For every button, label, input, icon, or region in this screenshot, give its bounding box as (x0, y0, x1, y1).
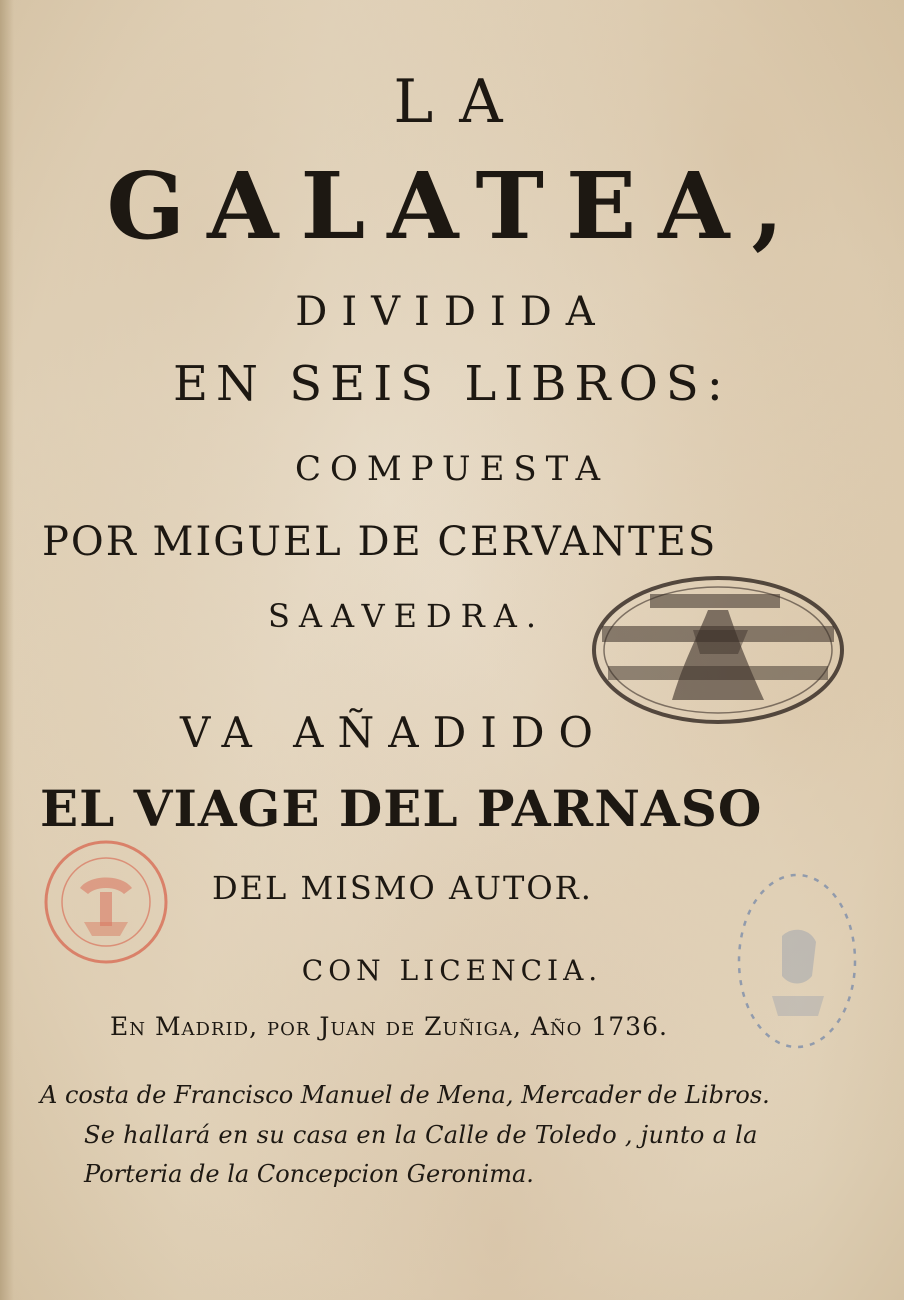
addition-del-mismo-autor: DEL MISMO AUTOR. (212, 869, 593, 907)
subtitle-compuesta: COMPUESTA (294, 449, 610, 489)
title-galatea: GALATEA, (106, 152, 806, 260)
title-la: LA (393, 67, 529, 137)
colophon-line-1: A costa de Francisco Manuel de Mena, Mercader de Libros. (40, 1081, 770, 1109)
addition-viage-del-parnaso: EL VIAGE DEL PARNASO (40, 779, 763, 838)
subtitle-dividida: DIVIDIDA (295, 289, 609, 335)
author-line: POR MIGUEL DE CERVANTES (42, 519, 718, 565)
license-line: CON LICENCIA. (301, 954, 603, 987)
red-circular-stamp (40, 836, 172, 968)
blue-faint-stamp (732, 866, 862, 1056)
imprint-line: En Madrid, por Juan de Zuñiga, Año 1736. (110, 1012, 668, 1041)
subtitle-seis-libros: EN SEIS LIBROS: (173, 356, 731, 412)
oval-library-stamp (588, 570, 848, 730)
colophon-line-2: Se hallará en su casa en la Calle de Toledo , junto a la (84, 1121, 758, 1149)
colophon-line-3: Porteria de la Concepcion Geronima. (84, 1160, 534, 1188)
author-surname: SAAVEDRA. (268, 597, 546, 635)
addition-va-anadido: VA AÑADIDO (180, 708, 607, 757)
